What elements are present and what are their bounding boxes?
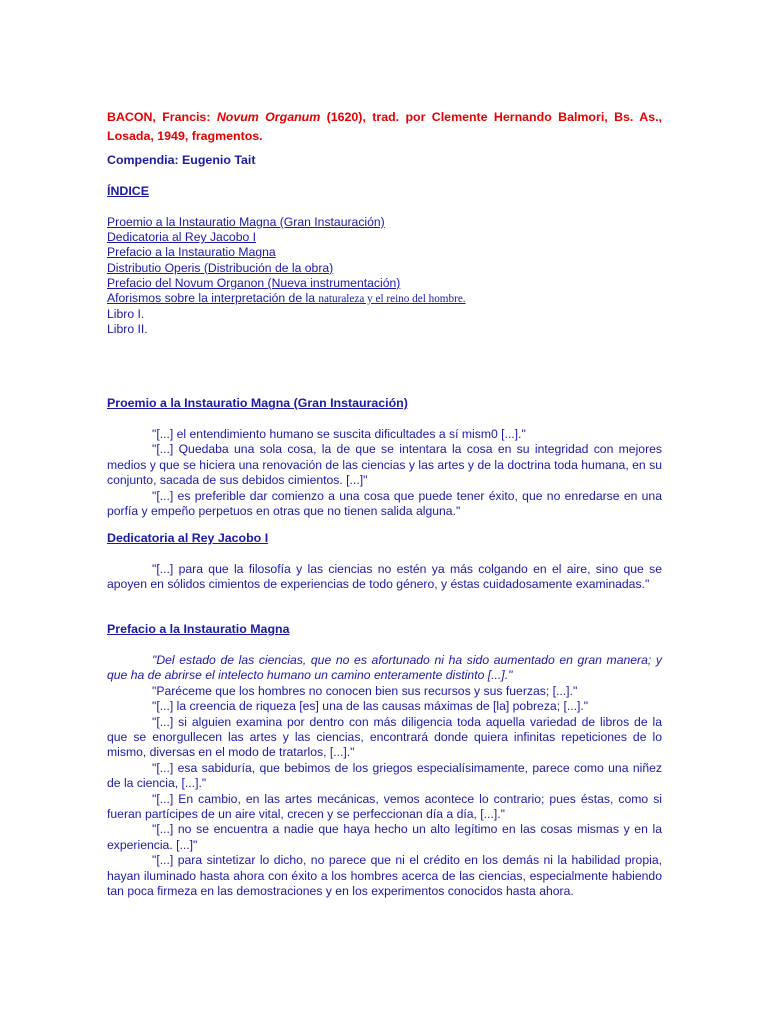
toc-link-distributio[interactable]: Distributio Operis (Distribución de la obra): [107, 260, 334, 275]
toc-aforismos-part1: Aforismos sobre la interpretación de la: [107, 291, 319, 306]
section-title-proemio: Proemio a la Instauratio Magna (Gran Instauración): [107, 396, 408, 410]
toc-libro-1: Libro I.: [107, 307, 145, 322]
table-of-contents: [107, 215, 466, 338]
toc-link-aforismos[interactable]: [107, 291, 466, 305]
index-title: ÍNDICE: [107, 184, 149, 198]
toc-aforismos-part2: naturaleza y el reino del hombre.: [318, 293, 466, 306]
quote-paragraph: "[...] En cambio, en las artes mecánicas, vemos acontece lo contrario; pues éstas, como si fueran partícipes de un aire vital, crecen y se perfeccionan día a día, [...].": [107, 791, 662, 822]
section-proemio: [107, 396, 662, 519]
toc-libro-2: Libro II.: [107, 322, 148, 337]
quote-paragraph: "[...] para sintetizar lo dicho, no parece que ni el crédito en los demás ni la habilidad propia, hayan iluminado hasta ahora con éxito a los hombres acerca de las ciencias, especialmente habiendo tan poca firmeza en las demostraciones y en los experimentos conocidos hasta ahora.: [107, 853, 662, 899]
section-title-prefacio: Prefacio a la Instauratio Magna: [107, 622, 290, 636]
toc-link-dedicatoria[interactable]: Dedicatoria al Rey Jacobo I: [107, 230, 257, 245]
quote-paragraph: "[...] Quedaba una sola cosa, la de que se intentara la cosa en su integridad con mejores medios y que se hiciera una renovación de las ciencias y las artes y de la doctrina toda humana, en su conjunto, sacada de sus debidos cimientos. [...]": [107, 442, 662, 488]
bibliographic-header: [107, 108, 662, 146]
toc-link-prefacio[interactable]: Prefacio a la Instauratio Magna: [107, 245, 276, 260]
header-author: BACON, Francis:: [107, 110, 217, 124]
quote-paragraph: "Paréceme que los hombres no conocen bien sus recursos y sus fuerzas; [...].": [152, 683, 578, 698]
header-details: (1620), trad. por Clemente Hernando Balmori, Bs. As., Losada, 1949, fragmentos.: [107, 110, 662, 143]
quote-paragraph: "[...] para que la filosofía y las ciencias no estén ya más colgando en el aire, sino que se apoyen en sólidos cimientos de experiencias de todo género, y éstas cuidadosamente examinadas.": [107, 562, 662, 592]
quote-paragraph: "[...] la creencia de riqueza [es] una de las causas máximas de [la] pobreza; [...].": [152, 699, 589, 714]
quote-paragraph: "[...] esa sabiduría, que bebimos de los griegos especialísimamente, parece como una niñez de la ciencia, [...].": [107, 760, 662, 791]
quote-paragraph: "Del estado de las ciencias, que no es afortunado ni ha sido aumentado en gran manera; y que ha de abrirse el intelecto humano un camino enteramente distinto [...].": [107, 653, 662, 683]
section-dedicatoria: [107, 531, 662, 593]
section-prefacio: [107, 622, 662, 900]
toc-link-prefacio-novum[interactable]: Prefacio del Novum Organon (Nueva instrumentación): [107, 275, 401, 290]
quote-paragraph: "[...] el entendimiento humano se suscita dificultades a sí mism0 [...].": [152, 427, 526, 441]
quote-paragraph: "[...] si alguien examina por dentro con más diligencia toda aquella variedad de libros de la que se enorgullecen las artes y las ciencias, encontrará donde quiera infinitas repeticiones de lo mismo, diversas en el modo de tratarlos, [...].": [107, 714, 662, 760]
header-title: Novum Organum: [216, 110, 321, 124]
compendia-line: Compendia: Eugenio Tait: [107, 153, 256, 167]
quote-paragraph: "[...] es preferible dar comienzo a una cosa que puede tener éxito, que no enredarse en una porfía y empeño perpetuos en otras que no tienen salida alguna.": [107, 488, 662, 519]
quote-paragraph: "[...] no se encuentra a nadie que haya hecho un alto legítimo en las cosas mismas y en la experiencia. [...]": [107, 822, 662, 852]
section-title-dedicatoria: Dedicatoria al Rey Jacobo I: [107, 531, 269, 545]
toc-link-proemio[interactable]: Proemio a la Instauratio Magna (Gran Instauración): [107, 215, 385, 229]
